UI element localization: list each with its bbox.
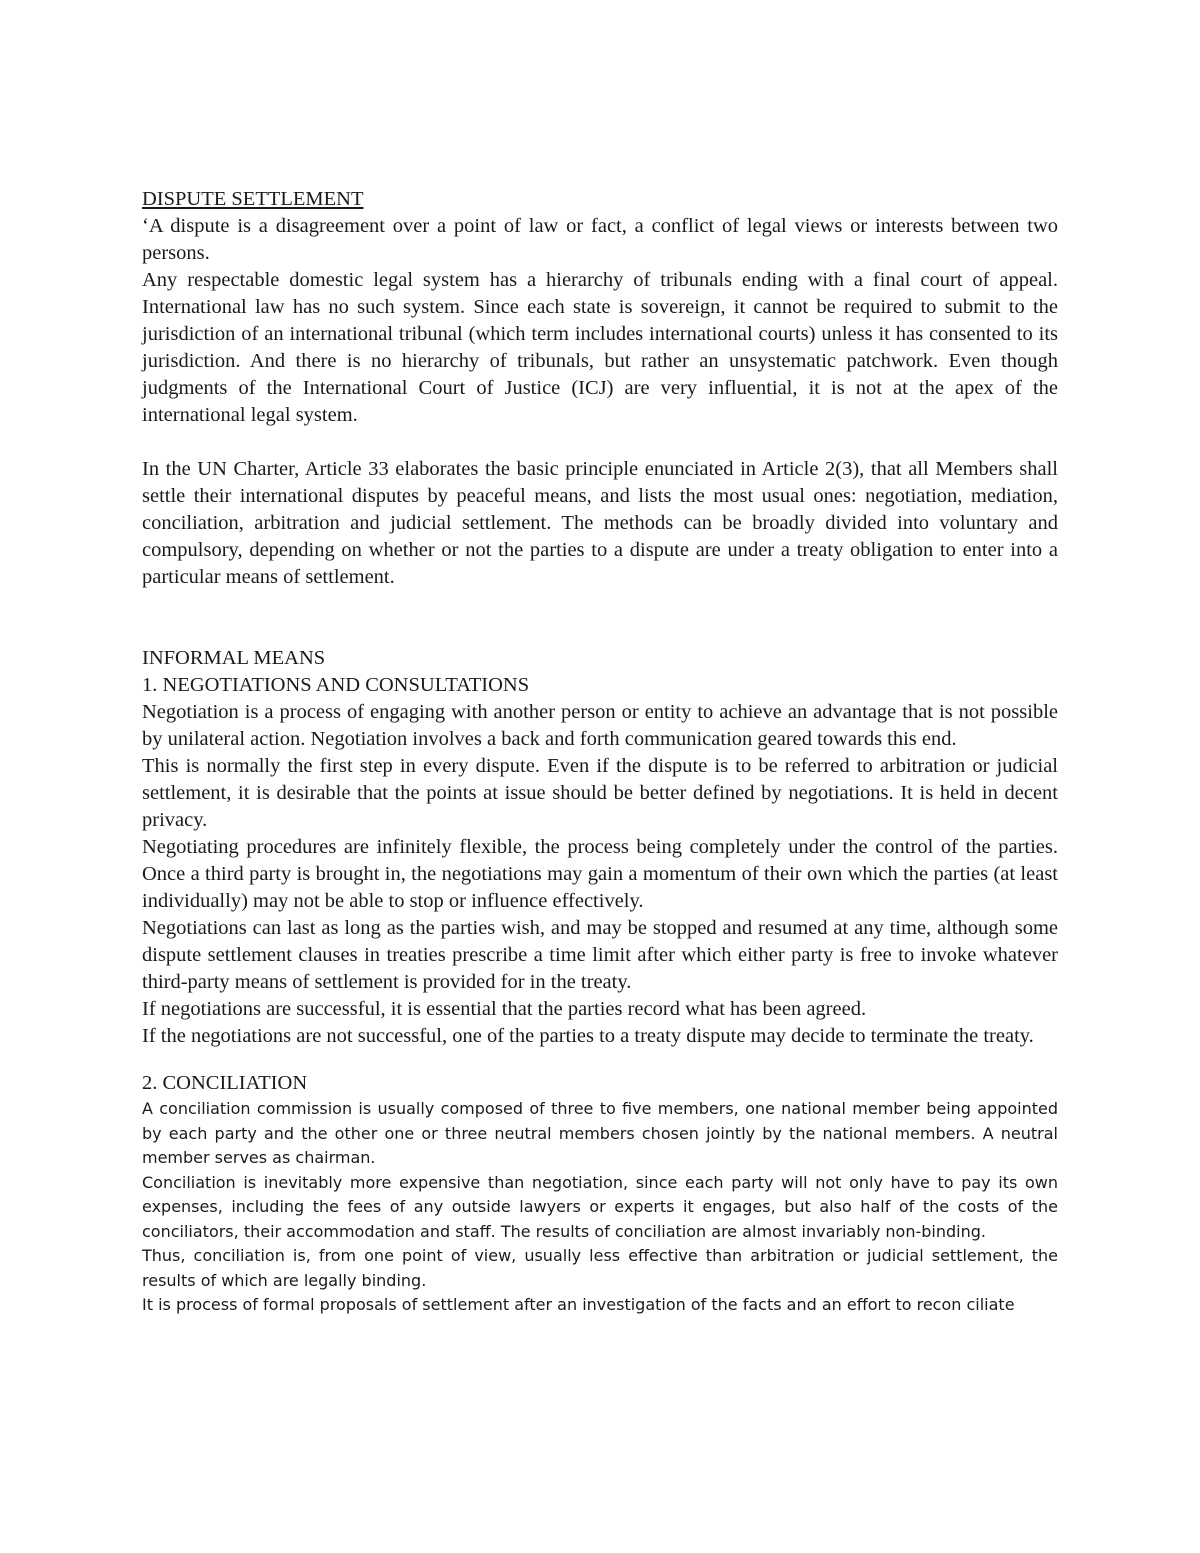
document-title: DISPUTE SETTLEMENT (142, 188, 364, 210)
conciliation-section (142, 1070, 1058, 1318)
conciliation-heading: 2. CONCILIATION (142, 1072, 308, 1094)
negotiations-paragraph: Negotiation is a process of engaging with another person or entity to achieve an advantage that is not possible by unilateral action. Negotiation involves a back and forth communication geared towards this end. (142, 701, 1058, 750)
conciliation-paragraph: A conciliation commission is usually composed of three to five members, one national member being appointed by each party and the other one or three neutral members chosen jointly by the national members. A neutral member serves as chairman. (142, 1099, 1058, 1167)
conciliation-paragraph: It is process of formal proposals of settlement after an investigation of the facts and an effort to recon ciliate (142, 1295, 1015, 1314)
informal-means-heading: INFORMAL MEANS (142, 647, 326, 669)
negotiations-paragraph: Negotiations can last as long as the parties wish, and may be stopped and resumed at any time, although some dispute settlement clauses in treaties prescribe a time limit after which either party is free to invoke whatever third-party means of settlement is provided for in the treaty. (142, 917, 1058, 993)
negotiations-heading: 1. NEGOTIATIONS AND CONSULTATIONS (142, 674, 530, 696)
document-body (142, 186, 1058, 1318)
intro-paragraph-definition: ‘A dispute is a disagreement over a point of law or fact, a conflict of legal views or interests between two persons. (142, 215, 1058, 264)
negotiations-paragraph: If the negotiations are not successful, one of the parties to a treaty dispute may decide to terminate the treaty. (142, 1025, 1034, 1047)
negotiations-paragraph: This is normally the first step in every dispute. Even if the dispute is to be referred to arbitration or judicial settlement, it is desirable that the points at issue should be better defined by negotiations. It is held in decent privacy. (142, 755, 1058, 831)
conciliation-body (142, 1097, 1058, 1318)
conciliation-paragraph: Thus, conciliation is, from one point of view, usually less effective than arbitration or judicial settlement, the results of which are legally binding. (142, 1246, 1058, 1290)
negotiations-paragraph: Negotiating procedures are infinitely flexible, the process being completely under the control of the parties. Once a third party is brought in, the negotiations may gain a momentum of their own which the parties (at least individually) may not be able to stop or influence effectively. (142, 836, 1058, 912)
dispute-settlement-section (142, 186, 1058, 1050)
intro-paragraph-hierarchy: Any respectable domestic legal system has a hierarchy of tribunals ending with a final court of appeal. International law has no such system. Since each state is sovereign, it cannot be required to submit to the jurisdiction of an international tribunal (which term includes international courts) unless it has consented to its jurisdiction. And there is no hierarchy of tribunals, but rather an unsystematic patchwork. Even though judgments of the International Court of Justice (ICJ) are very influential, it is not at the apex of the international legal system. (142, 269, 1058, 426)
negotiations-paragraph: If negotiations are successful, it is essential that the parties record what has been agreed. (142, 998, 867, 1020)
conciliation-paragraph: Conciliation is inevitably more expensive than negotiation, since each party will not only have to pay its own expenses, including the fees of any outside lawyers or experts it engages, but also half of the costs of the conciliators, their accommodation and staff. The results of conciliation are almost invariably non-binding. (142, 1172, 1058, 1241)
charter-paragraph: In the UN Charter, Article 33 elaborates the basic principle enunciated in Article 2(3), that all Members shall settle their international disputes by peaceful means, and lists the most usual ones: negotiation, mediation, conciliation, arbitration and judicial settlement. The methods can be broadly divided into voluntary and compulsory, depending on whether or not the parties to a dispute are under a treaty obligation to enter into a particular means of settlement. (142, 458, 1058, 588)
